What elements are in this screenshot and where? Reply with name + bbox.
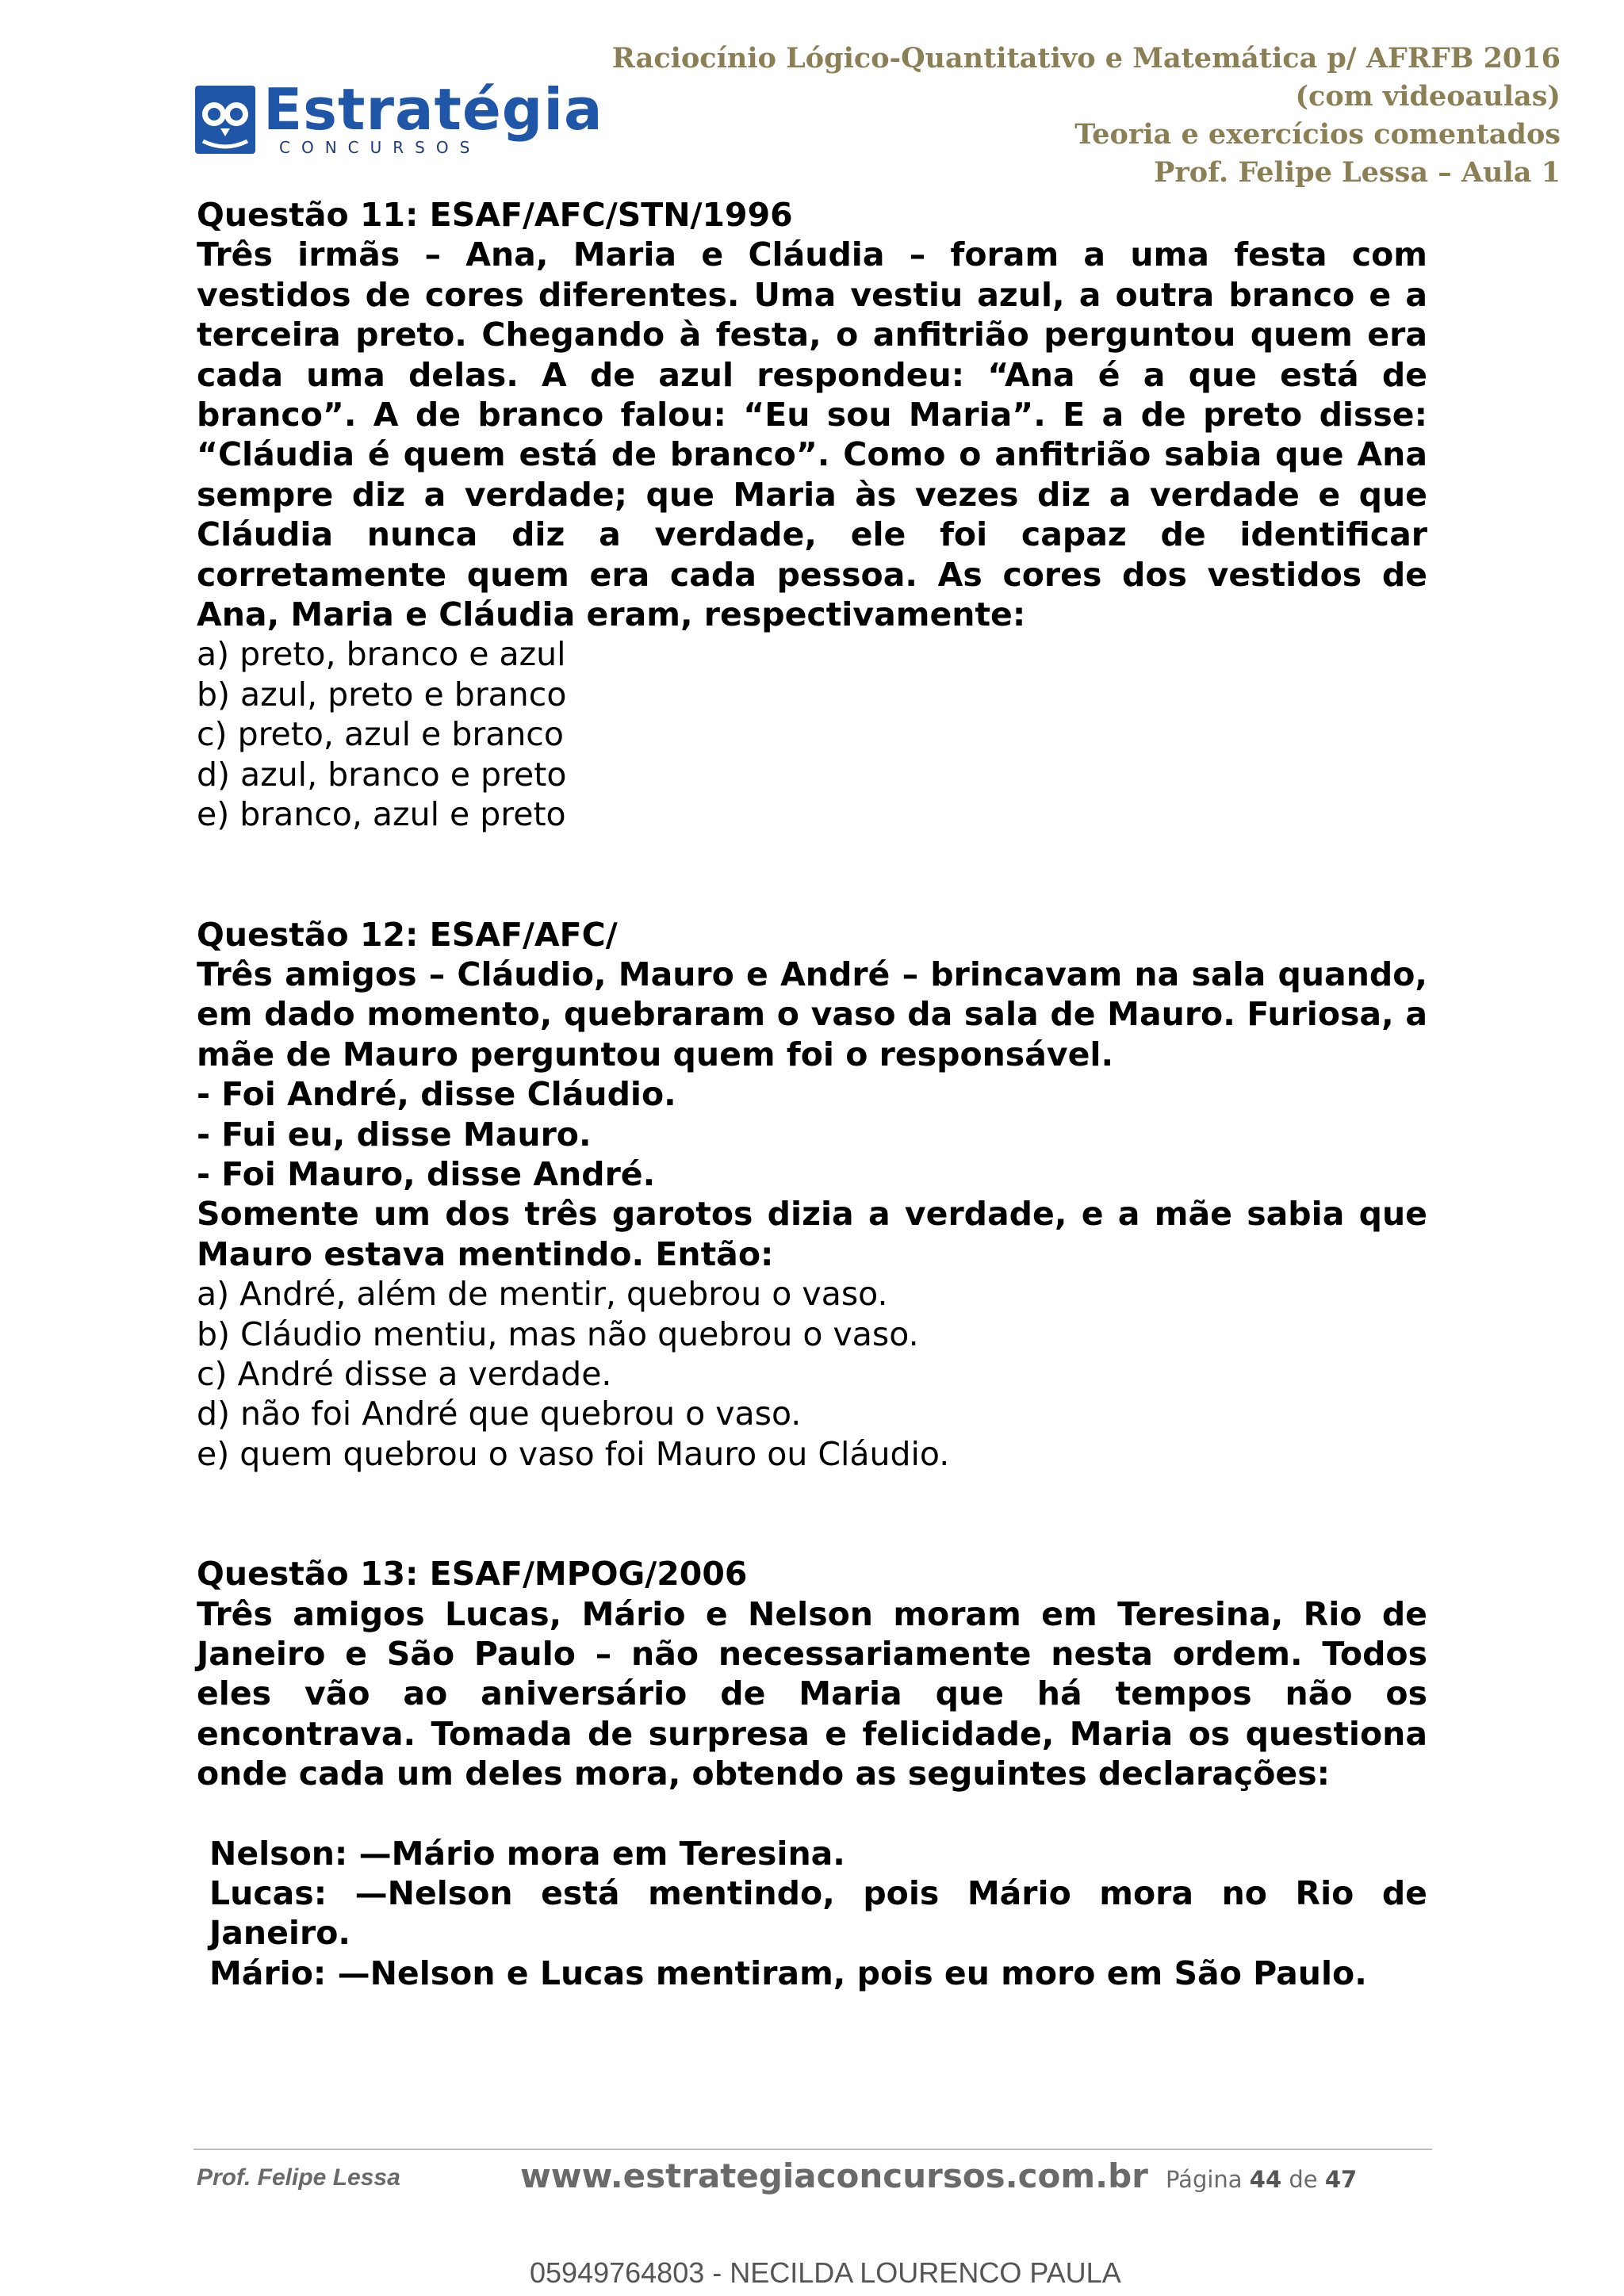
course-subtitle: (com videoaulas)	[1295, 80, 1561, 113]
question-12	[197, 915, 1427, 1475]
page-label: Página	[1166, 2166, 1243, 2193]
estrategia-logo	[193, 76, 603, 163]
course-title: Raciocínio Lógico-Quantitativo e Matemática p/ AFRFB 2016	[611, 42, 1561, 75]
spacer	[197, 835, 1427, 915]
course-description: Teoria e exercícios comentados	[1074, 118, 1561, 151]
question-text-continued: Somente um dos três garotos dizia a verdade, e a mãe sabia que Mauro estava mentindo. Então:	[197, 1195, 1427, 1273]
option-e: e) branco, azul e preto	[197, 795, 566, 834]
option-e: e) quem quebrou o vaso foi Mauro ou Cláudio.	[197, 1434, 950, 1473]
question-title: Questão 12: ESAF/AFC/	[197, 915, 618, 954]
question-13	[197, 1554, 1427, 1993]
logo-subtitle: CONCURSOS	[279, 138, 481, 157]
page-content	[197, 195, 1427, 1993]
option-a: a) preto, branco e azul	[197, 635, 566, 674]
option-c: c) preto, azul e branco	[197, 715, 564, 754]
dialogue-line: - Foi Mauro, disse André.	[197, 1154, 656, 1193]
footer-website-link[interactable]: www.estrategiaconcursos.com.br	[520, 2156, 1148, 2195]
course-lesson: Prof. Felipe Lessa – Aula 1	[1154, 156, 1561, 189]
declaration-nelson: Nelson: —Mário mora em Teresina.	[209, 1834, 845, 1873]
question-text: Três irmãs – Ana, Maria e Cláudia – foram a uma festa com vestidos de cores diferentes. Uma vestiu azul, a outra branco e a terceira preto. Chegando à festa, o anfitrião perguntou quem era cada uma delas. A de azul respondeu: “Ana é a que está de branco”. A de branco falou: “Eu sou Maria”. E a de preto disse: “Cláudia é quem está de branco”. Como o anfitrião sabia que Ana sempre diz a verdade; que Maria às vezes diz a verdade e que Cláudia nunca diz a verdade, ele foi capaz de identificar corretamente quem era cada pessoa. As cores dos vestidos de Ana, Maria e Cláudia eram, respectivamente:	[197, 235, 1427, 634]
option-b: b) Cláudio mentiu, mas não quebrou o vaso.	[197, 1314, 919, 1353]
spacer	[197, 1474, 1427, 1554]
question-11	[197, 195, 1427, 835]
course-header	[609, 40, 1561, 192]
spacer	[197, 1794, 1427, 1834]
dialogue-line: - Foi André, disse Cláudio.	[197, 1075, 676, 1114]
option-c: c) André disse a verdade.	[197, 1354, 612, 1393]
option-d: d) azul, branco e preto	[197, 755, 567, 794]
page-number	[1166, 2166, 1357, 2193]
page-total: 47	[1324, 2166, 1358, 2193]
page-separator: de	[1289, 2166, 1318, 2193]
declaration-mario: Mário: —Nelson e Lucas mentiram, pois eu moro em São Paulo.	[209, 1954, 1367, 1992]
footer-divider	[193, 2149, 1432, 2150]
page-current: 44	[1249, 2166, 1282, 2193]
dialogue-line: - Fui eu, disse Mauro.	[197, 1115, 592, 1154]
option-a: a) André, além de mentir, quebrou o vaso.	[197, 1275, 888, 1314]
owl-icon	[193, 84, 257, 155]
footer-author: Prof. Felipe Lessa	[197, 2164, 400, 2191]
question-title: Questão 11: ESAF/AFC/STN/1996	[197, 196, 793, 234]
question-text: Três amigos Lucas, Mário e Nelson moram em Teresina, Rio de Janeiro e São Paulo – não necessariamente nesta ordem. Todos eles vão ao aniversário de Maria que há tempos não os encontrava. Tomada de surpresa e felicidade, Maria os questiona onde cada um deles mora, obtendo as seguintes declarações:	[197, 1594, 1427, 1793]
logo-wordmark: Estratégia	[263, 76, 603, 143]
declaration-lucas: Lucas: —Nelson está mentindo, pois Mário mora no Rio de Janeiro.	[209, 1874, 1427, 1953]
option-b: b) azul, preto e branco	[197, 675, 567, 714]
license-watermark: 05949764803 - NECILDA LOURENCO PAULA	[530, 2256, 1121, 2289]
question-text: Três amigos – Cláudio, Mauro e André – brincavam na sala quando, em dado momento, quebraram o vaso da sala de Mauro. Furiosa, a mãe de Mauro perguntou quem foi o responsável.	[197, 955, 1427, 1073]
option-d: d) não foi André que quebrou o vaso.	[197, 1395, 802, 1433]
question-title: Questão 13: ESAF/MPOG/2006	[197, 1555, 748, 1594]
